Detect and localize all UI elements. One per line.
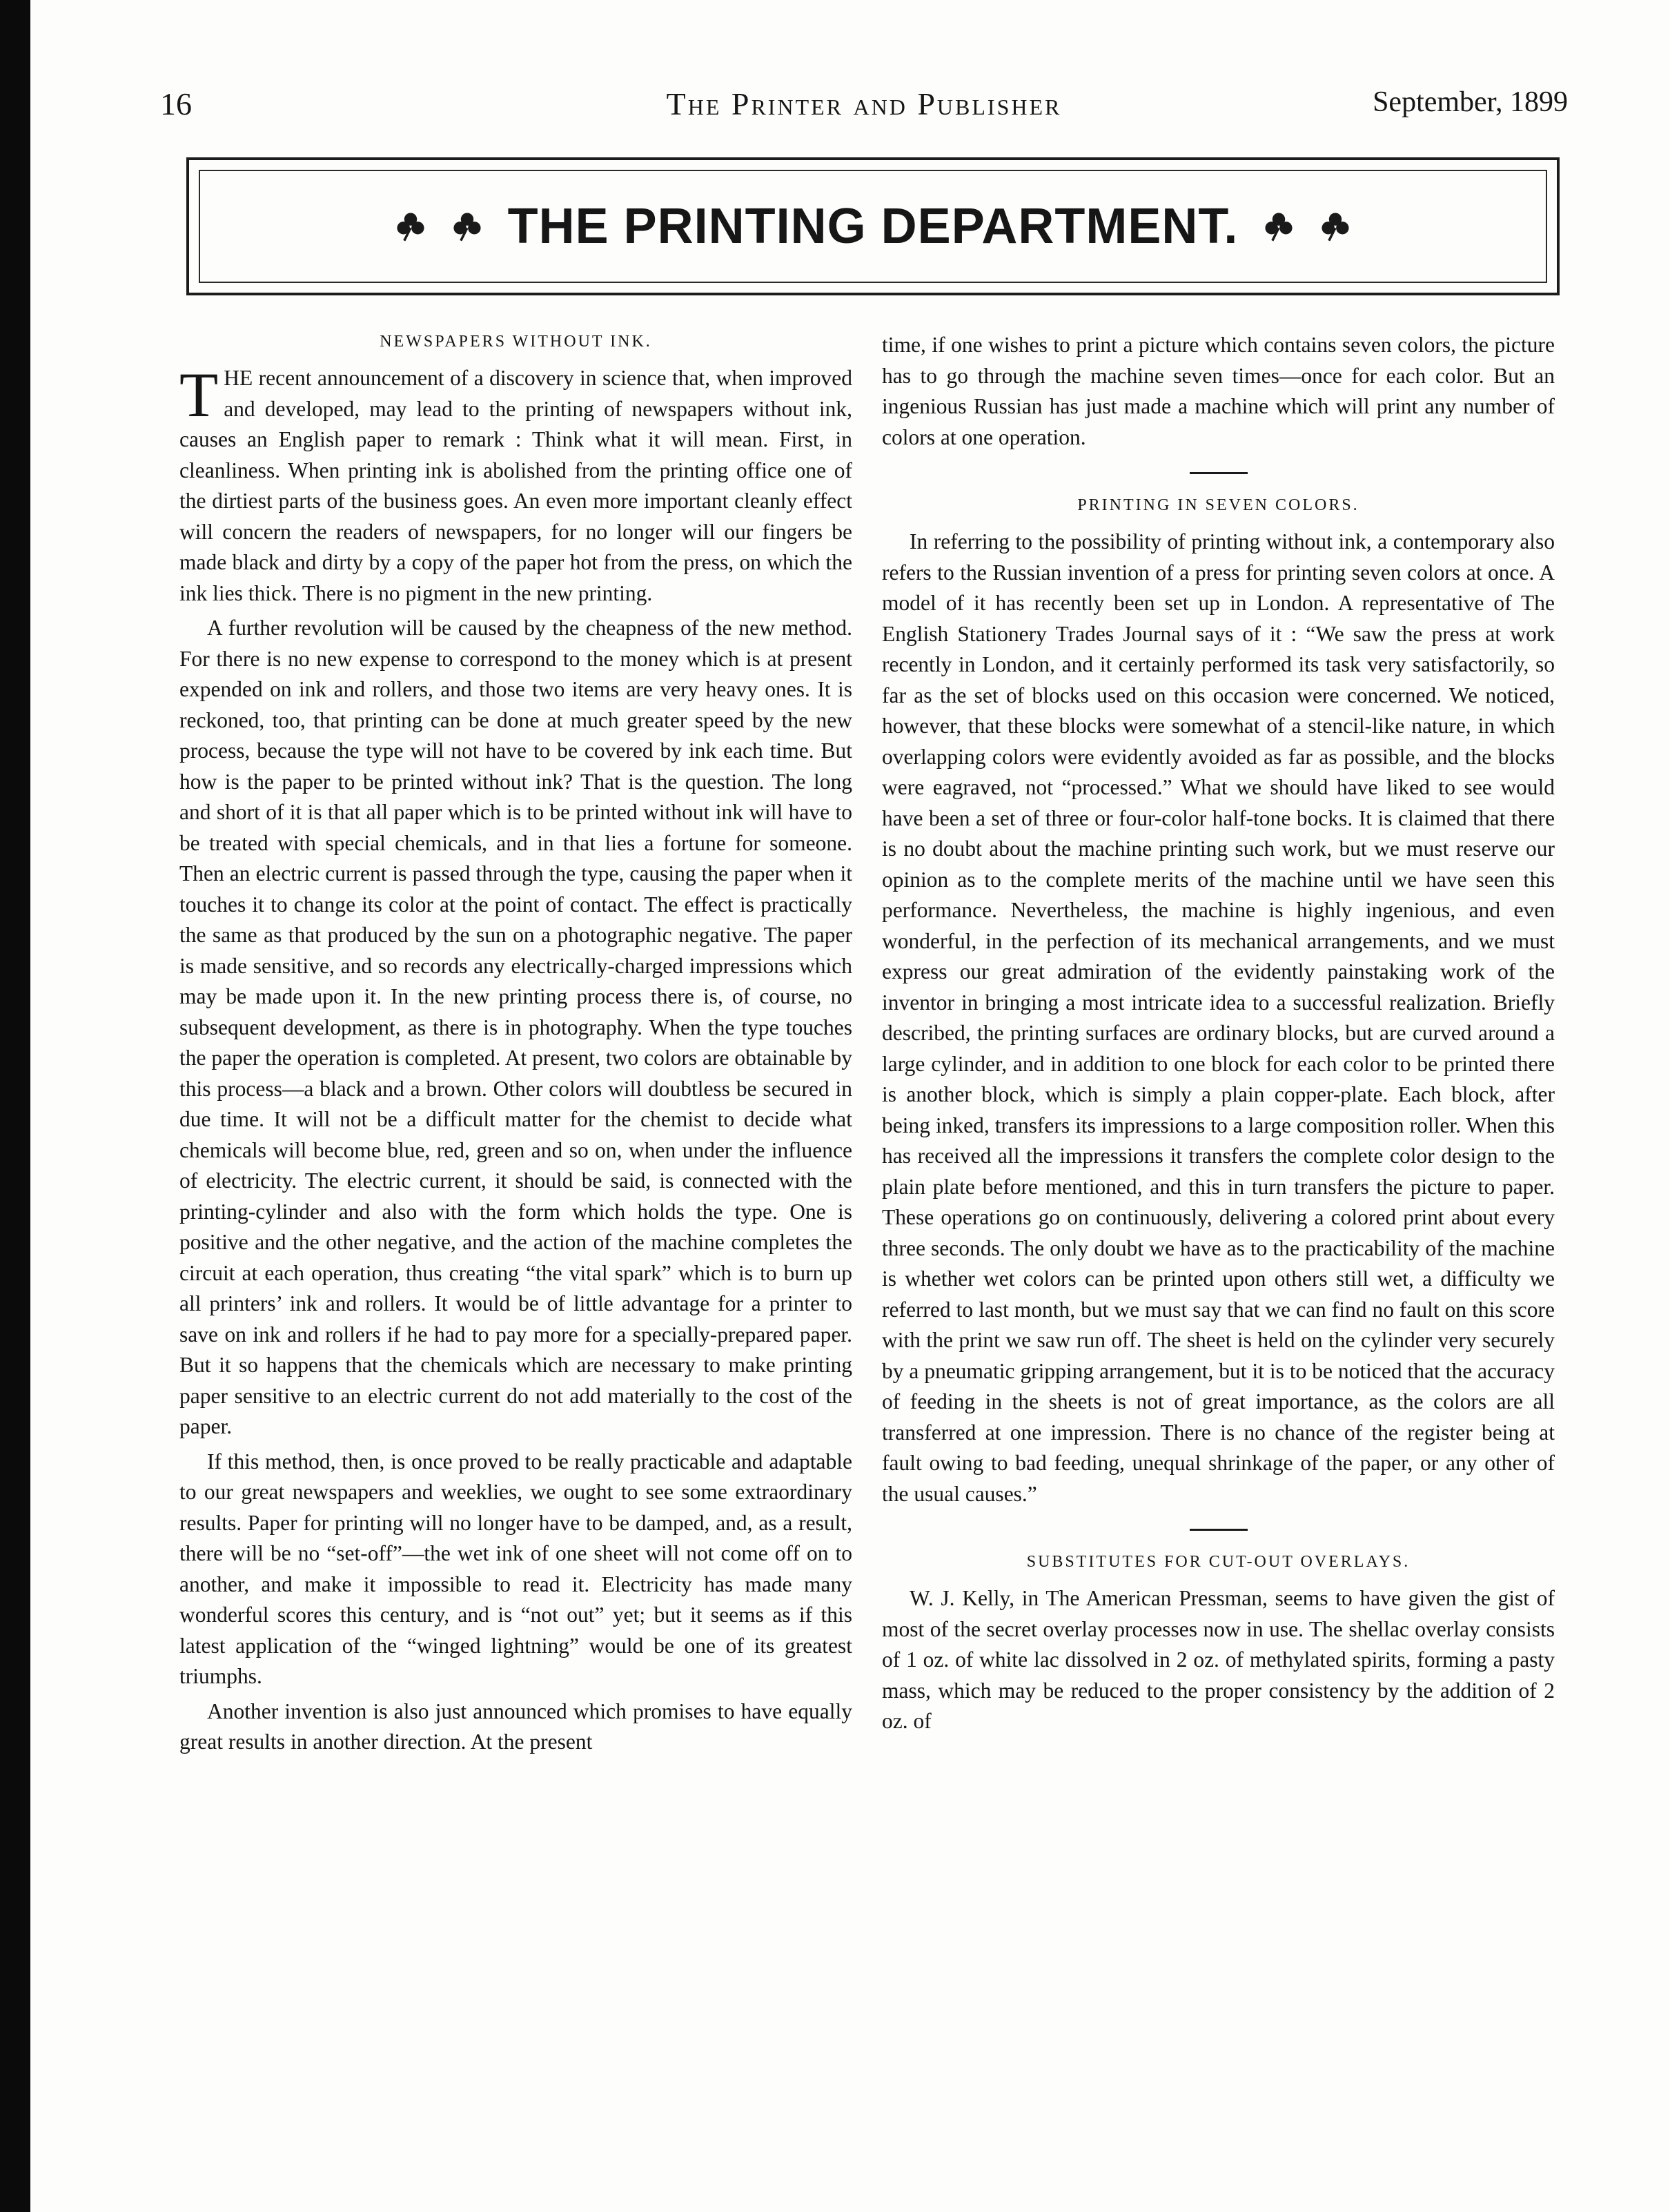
article-paragraph: A further revolution will be caused by the cheapness of the new method. For there is no new expense to correspond to the money which is at present expended on ink and rollers, and those two items are very heavy ones. It is reckoned, too, that printing can be done at much greater speed by the new process, because the type will not have to be covered by ink each time. But how is the paper to be printed without ink? That is the question. The long and short of it is that all paper which is to be printed without ink will have to be treated with special chemicals, and in that lies a fortune for someone. Then an electric current is passed through the type, causing the paper when it touches it to change its color at the point of contact. The effect is practically the same as that produced by the sun on a photographic negative. The paper is made sensitive, and so records any electrically-charged impressions which may be made upon it. In the new printing process there is, of course, no subsequent development, as there is in photography. When the type touches the paper the operation is completed. At present, two colors are obtainable by this process—a black and a brown. Other colors will doubtless be secured in due time. It will not be a difficult matter for the chemist to decide what chemicals will become blue, red, green and so on, when under the influence of electricity. The electric current, it should be said, is connected with the printing-cylinder and also with the form which holds the type. One is positive and the other negative, and the action of the machine completes the circuit at each operation, thus creating “the vital spark” which is to burn up all printers’ ink and rollers. It would be of little advantage for a printer to save on ink and rollers if he had to pay more for a specially-prepared paper. But it so happens that the chemicals which are necessary to make printing paper sensitive to an electric current do not add materially to the cost of the paper. bbox=[179, 616, 852, 1438]
shamrock-icon bbox=[451, 211, 483, 242]
paragraph-text: HE recent announcement of a discovery in science that, when improved and developed, may lead to the printing of newspapers without ink, causes an English paper to remark : Think what it will mean. First, in cleanliness. When printing ink is abolished from the printing office one of the dirtiest parts of the business goes. An even more important cleanly effect will concern the readers of newspapers, for no longer will our fingers be made black and dirty by a copy of the paper hot from the press, on which the ink lies thick. There is no pigment in the new printing. bbox=[179, 366, 852, 605]
running-head bbox=[160, 81, 1568, 130]
section-heading-overlays: SUBSTITUTES FOR CUT-OUT OVERLAYS. bbox=[1026, 1553, 1411, 1571]
department-title: THE PRINTING DEPARTMENT. bbox=[507, 199, 1239, 254]
section-heading-newspapers-without-ink: NEWSPAPERS WITHOUT INK. bbox=[380, 333, 652, 351]
article-paragraph bbox=[179, 360, 852, 609]
article-column-left bbox=[179, 330, 852, 1762]
page-binding-edge bbox=[0, 0, 30, 2212]
drop-cap: T bbox=[179, 360, 219, 430]
issue-date: September, 1899 bbox=[1373, 86, 1568, 118]
article-paragraph: In referring to the possibility of printing without ink, a contemporary also refers to the Russian invention of a press for printing seven colors at once. A model of it has recently been set up in London. A representative of The English Stationery Trades Journal says of it : “We saw the press at work recently in London, and it certainly performed its task very satisfactorily, so far as the set of blocks used on this occasion were concerned. We noticed, however, that these blocks were somewhat of a stencil-like nature, in which overlapping colors were evidently avoided as far as possible, and the blocks were eagraved, not “processed.” What we should have liked to see would have been a set of three or four-color half-tone bocks. It is claimed that there is no doubt about the machine printing such work, but we must reserve our opinion as to the complete merits of the machine until we have seen this performance. Nevertheless, the machine is highly ingenious, and even wonderful, in the perfection of its mechanical arrangements, and we must express our great admiration of the evidently painstaking work of the inventor in bringing a most intricate idea to a successful realization. Briefly described, the printing surfaces are ordinary blocks, but are curved around a large cylinder, and in addition to one block for each color to be printed there is another block, which is simply a plain copper-plate. Each block, after being inked, transfers its impressions to a large composition roller. When this has received all the impressions it transfers the complete color design to the plain plate before mentioned, and this in turn transfers the picture to paper. These operations go on continuously, delivering a colored print about every three seconds. The only doubt we have as to the practicability of the machine is whether wet colors can be printed upon others still wet, a difficulty we referred to last month, but we must say that we can find no fault on this score with the print we saw run off. The sheet is held on the cylinder very securely by a pneumatic gripping arrangement, but it is to be noticed that the accuracy of feeding in the sheets is not of great importance, as the colors are all transferred at one impression. There is no chance of the register being at fault owing to bad feeding, unequal shrinkage of the paper, or any other of the usual causes.” bbox=[882, 529, 1555, 1506]
article-paragraph: W. J. Kelly, in The American Pressman, seems to have given the gist of most of the secret overlay processes now in use. The shellac overlay consists of 1 oz. of white lac dissolved in 2 oz. of methylated spirits, forming a pasty mass, which may be reduced to the proper consistency by the addition of 2 oz. of bbox=[882, 1586, 1555, 1733]
article-column-right bbox=[882, 330, 1555, 1741]
shamrock-icon bbox=[1319, 211, 1351, 242]
section-heading-seven-colors: PRINTING IN SEVEN COLORS. bbox=[1077, 496, 1359, 514]
article-paragraph: If this method, then, is once proved to be really practicable and adaptable to our great newspapers and weeklies, we ought to see some extraordinary results. Paper for printing will no longer have to be damped, and, as a result, there will be no “set-off”—the wet ink of one sheet will not come off on to another, and make it impossible to read it. Electricity has made many wonderful scores this century, and is “not out” yet; but it seems as if this latest application of the “winged lightning” would be one of its greatest triumphs. bbox=[179, 1449, 852, 1688]
section-divider bbox=[1190, 472, 1248, 474]
department-banner bbox=[186, 157, 1560, 295]
journal-title: The Printer and Publisher bbox=[666, 86, 1062, 121]
page-number: 16 bbox=[160, 86, 192, 121]
article-paragraph: time, if one wishes to print a picture which contains seven colors, the picture has to go through the machine seven times—once for each color. But an ingenious Russian has just made a machine which will print any number of colors at one operation. bbox=[882, 333, 1555, 449]
section-divider bbox=[1190, 1529, 1248, 1531]
shamrock-icon bbox=[395, 211, 426, 242]
shamrock-icon bbox=[1263, 211, 1295, 242]
article-paragraph: Another invention is also just announced which promises to have equally great results in another direction. At the present bbox=[179, 1699, 852, 1754]
